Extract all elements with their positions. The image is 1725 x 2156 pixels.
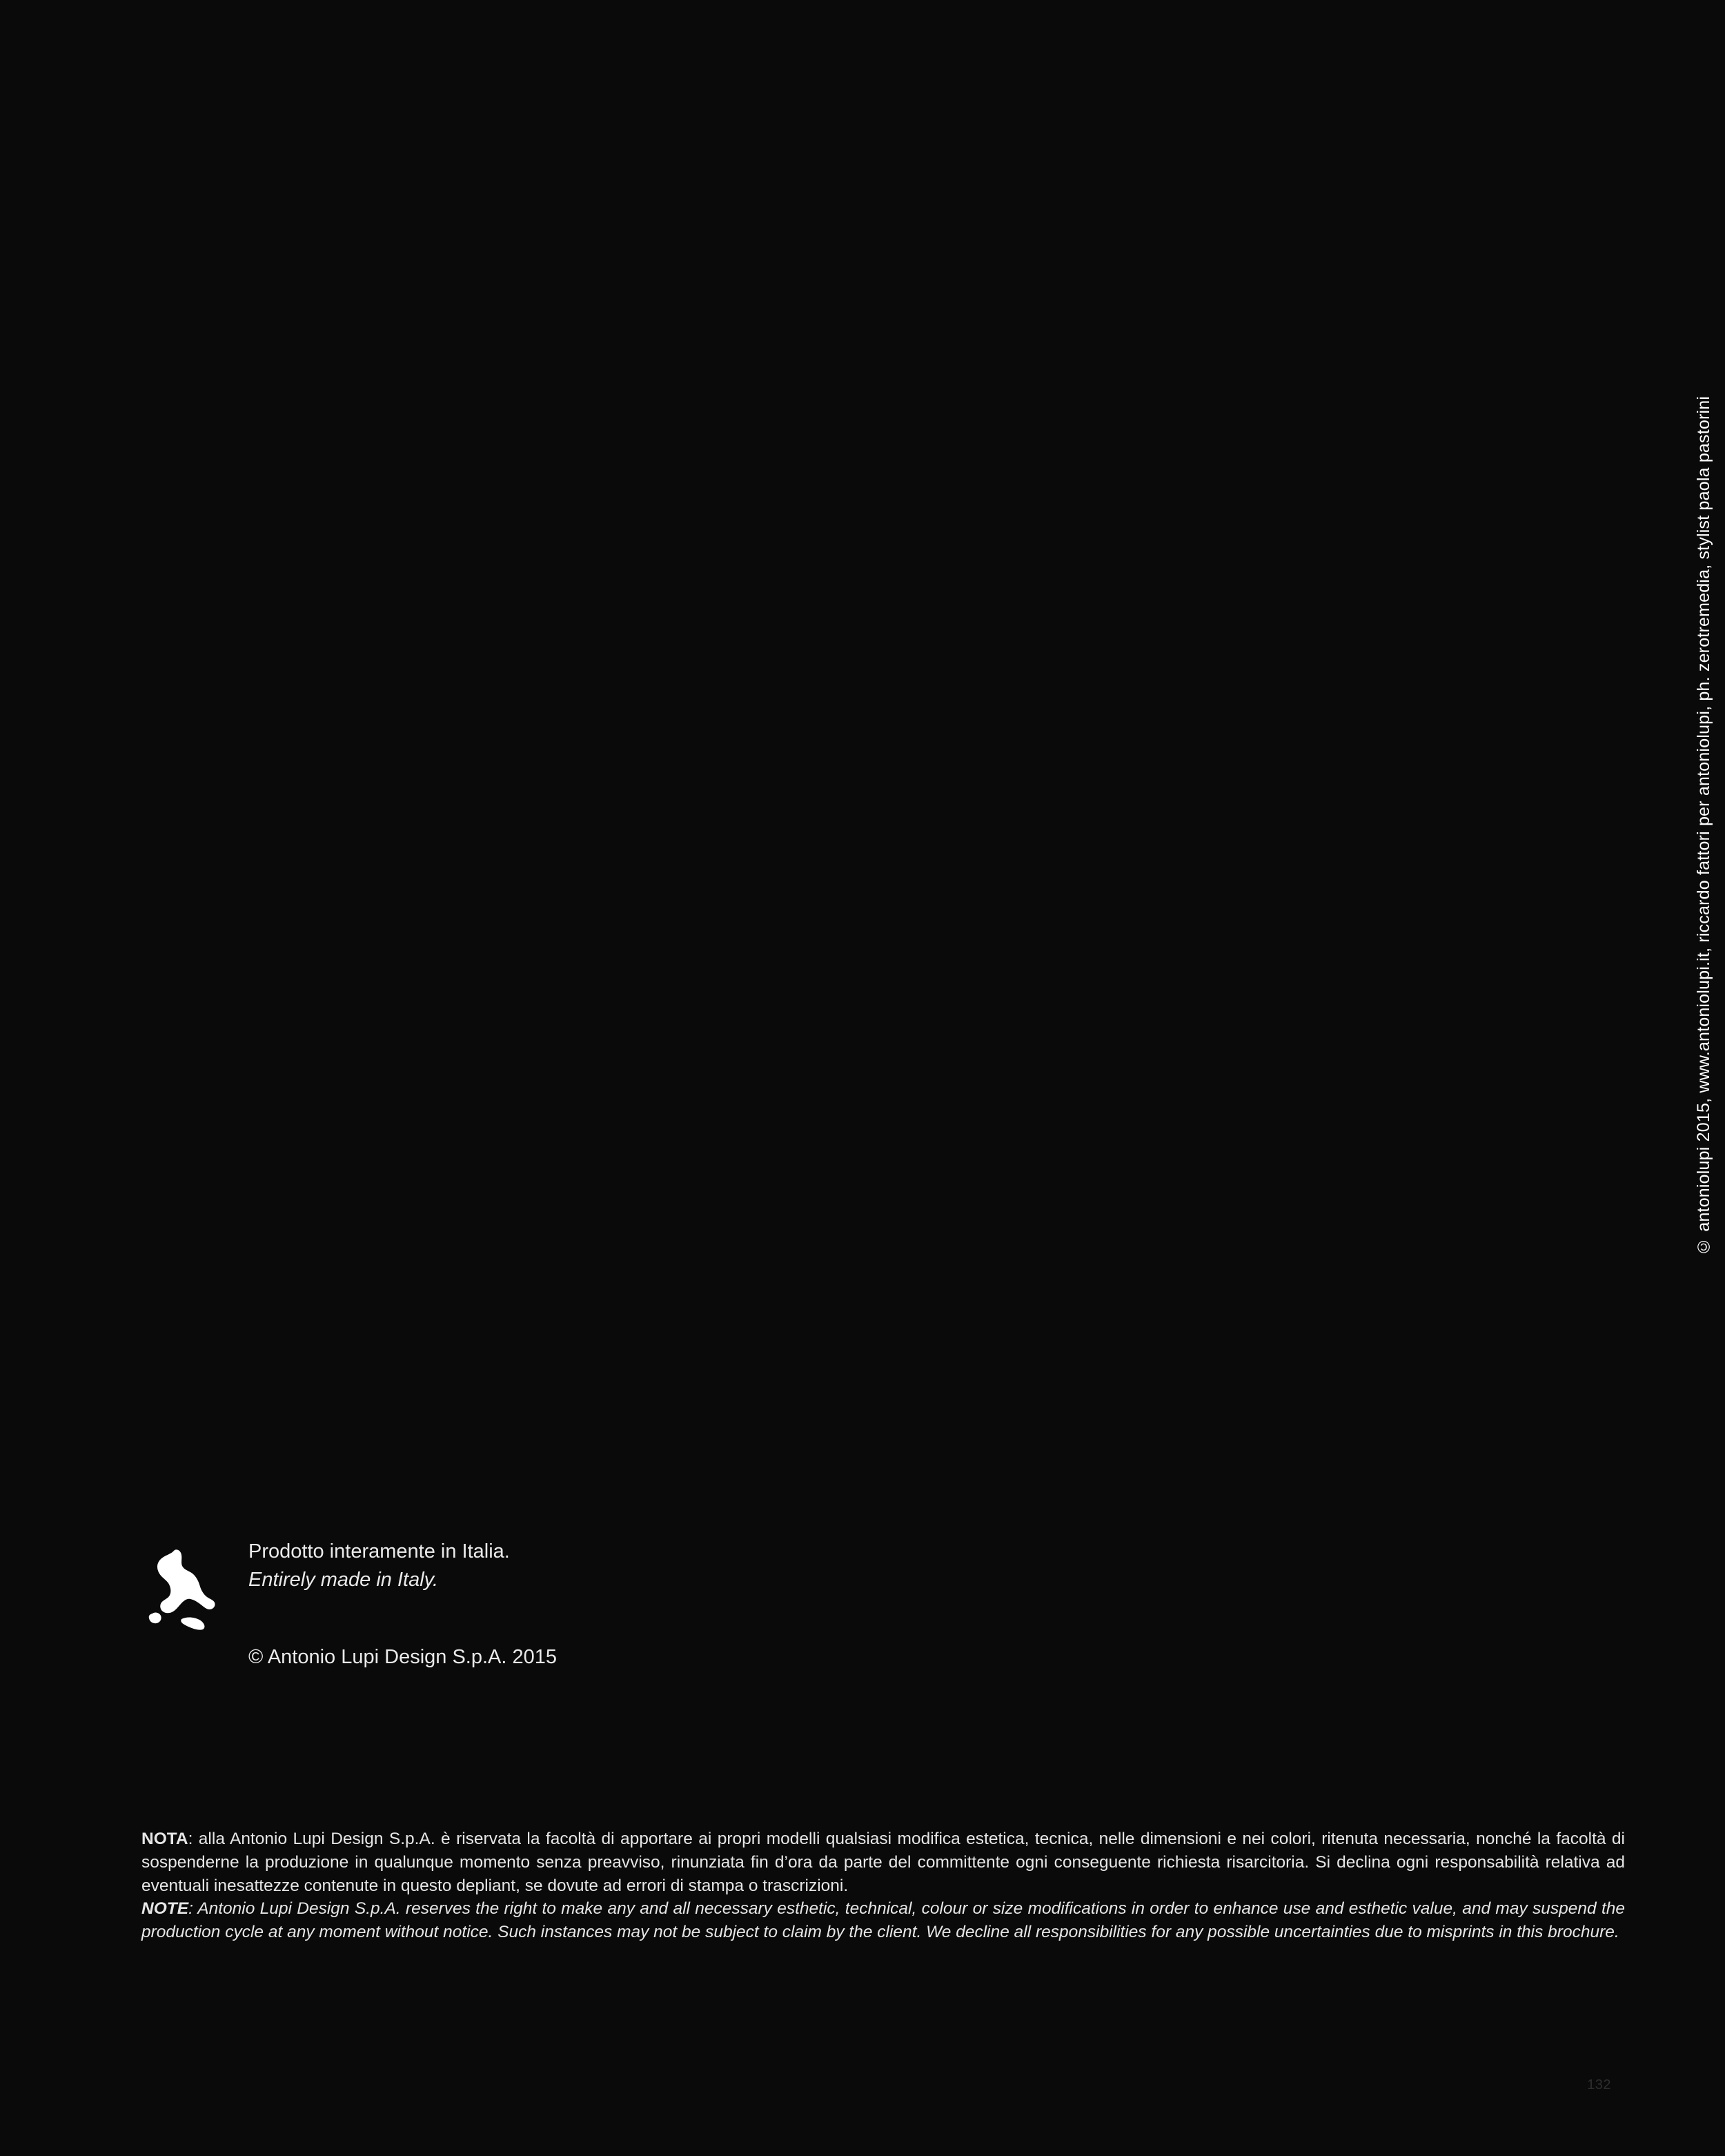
vertical-credits: © antoniolupi 2015, www.antoniolupi.it, riccardo fattori per antoniolupi, ph. zerotremedia, stylist paola pastorini (1694, 395, 1713, 1256)
italy-map-icon (141, 1547, 217, 1630)
legal-note-block (141, 1827, 1625, 1944)
legal-note-body-it: : alla Antonio Lupi Design S.p.A. è riservata la facoltà di apportare ai propri modelli qualsiasi modifica estetica, tecnica, nelle dimensioni e nei colori, ritenuta necessaria, nonché la facoltà di sospenderne la produzione in qualunque momento senza preavviso, rinunziata fin d’ora da parte del committente ogni conseguente richiesta risarcitoria. Si declina ogni responsabilità relativa ad eventuali inesattezze contenute in questo depliant, se dovute ad errori di stampa o trascrizioni. (141, 1830, 1625, 1895)
legal-note-label-it: NOTA (141, 1830, 188, 1848)
legal-note-italian (141, 1827, 1625, 1897)
legal-note-body-en: : Antonio Lupi Design S.p.A. reserves the right to make any and all necessary esthetic, technical, colour or size modifications in order to enhance use and esthetic value, and may suspend the production cycle at any moment without notice. Such instances may not be subject to claim by the client. We decline all responsibilities for any possible uncertainties due to misprints in this brochure. (141, 1899, 1625, 1942)
legal-note-english (141, 1897, 1625, 1944)
made-in-italy-line-it: Prodotto interamente in Italia. (248, 1540, 510, 1562)
made-in-italy-text (248, 1538, 510, 1594)
legal-note-label-en: NOTE (141, 1899, 189, 1919)
copyright-line: © Antonio Lupi Design S.p.A. 2015 (248, 1646, 558, 1668)
made-in-italy-line-en: Entirely made in Italy. (248, 1569, 439, 1591)
page-number: 132 (1587, 2077, 1611, 2093)
